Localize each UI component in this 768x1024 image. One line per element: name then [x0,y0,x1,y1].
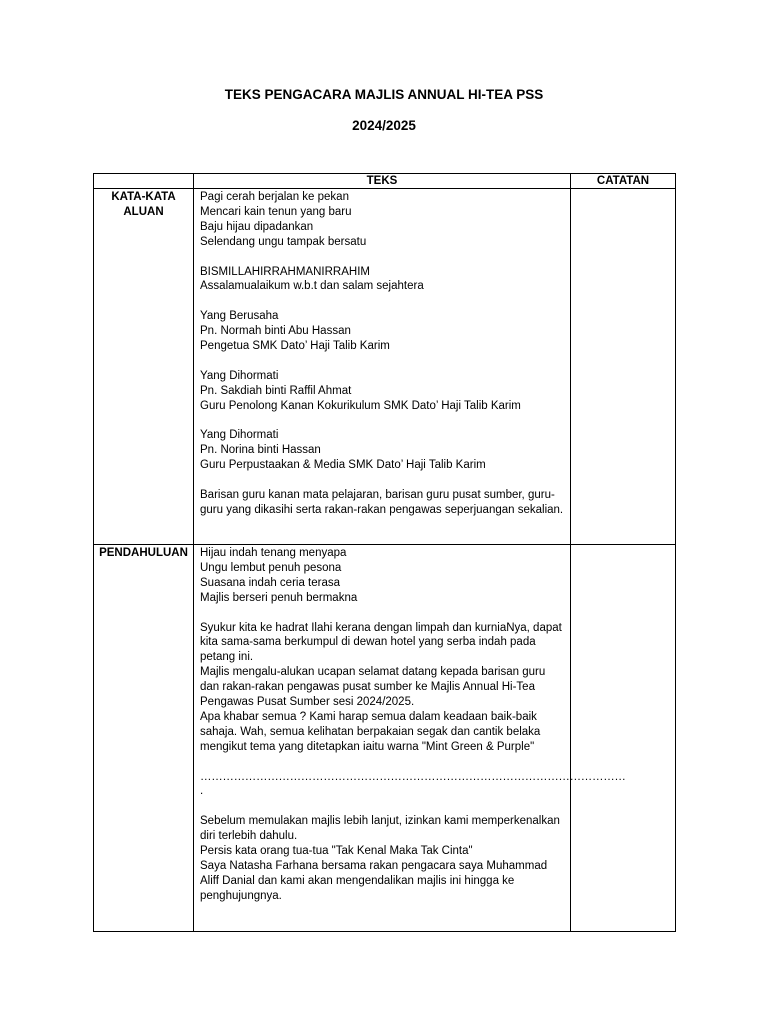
pantun-block [200,190,564,250]
header-catatan: CATATAN [571,174,676,189]
pantun-block [200,546,564,606]
greeting-block [200,265,564,295]
section-label [94,189,194,545]
audience-block [200,488,564,518]
dignitary-block [200,428,564,473]
text-line: Mencari kain tenun yang baru [200,205,352,218]
text-line: Hijau indah tenang menyapa [200,547,347,559]
text-line: Baju hijau dipadankan [200,220,314,233]
text-line: Yang Dihormati [200,429,279,442]
text-line: Guru Penolong Kanan Kokurikulum SMK Dato’ Haji Talib Karim [200,399,521,412]
text-cell [194,545,626,932]
text-paragraph: Apa khabar semua ? Kami harap semua dalam keadaan baik-baik sahaja. Wah, semua kelihatan berpakaian segak dan cantik belaka mengikut tema yang ditetapkan iaitu warna "Mint Green & Purple" [200,710,541,753]
header-section [94,174,194,189]
text-line: Yang Berusaha [200,310,279,323]
table-header-row [94,174,676,189]
text-paragraph: Sebelum memulakan majlis lebih lanjut, izinkan kami memperkenalkan diri terlebih dahulu. [200,815,560,843]
text-line: Pn. Sakdiah binti Raffil Ahmat [200,384,352,397]
text-line: Selendang ungu tampak bersatu [200,235,367,248]
text-cell [194,189,571,545]
text-paragraph: Persis kata orang tua-tua "Tak Kenal Maka Tak Cinta" [200,845,473,858]
intro-block [200,621,564,755]
document-title: TEKS PENGACARA MAJLIS ANNUAL HI-TEA PSS [224,87,544,102]
placeholder-block [200,770,626,800]
table-row [94,189,676,545]
text-line: Guru Perpustaakan & Media SMK Dato’ Haji Talib Karim [200,459,486,472]
document-subtitle-year: 2024/2025 [352,118,416,133]
text-line: Majlis berseri penuh bermakna [200,591,358,604]
section-label: PENDAHULUAN [94,545,194,932]
text-paragraph: Syukur kita ke hadrat Ilahi kerana dengan limpah dan kurniaNya, dapat kita sama-sama berkumpul di dewan hotel yang serba indah pada petang ini. [200,621,562,664]
section-label-text: KATA-KATA ALUAN [111,191,176,218]
text-line: Ungu lembut penuh pesona [200,561,342,574]
header-teks: TEKS [194,174,571,189]
text-line: . [200,785,204,798]
script-table [93,173,676,932]
text-line: Pn. Norina binti Hassan [200,444,321,457]
text-line: Pengetua SMK Dato’ Haji Talib Karim [200,340,390,353]
text-line: Pagi cerah berjalan ke pekan [200,191,349,203]
dignitary-block [200,369,564,414]
text-paragraph: Barisan guru kanan mata pelajaran, barisan guru pusat sumber, guru-guru yang dikasihi serta rakan-rakan pengawas seperjuangan sekalian. [200,489,564,516]
text-line: BISMILLAHIRRAHMANIRRAHIM [200,265,370,278]
dotted-placeholder-line: …………………………………………………………………………………………………… [200,770,626,783]
text-paragraph: Majlis mengalu-alukan ucapan selamat datang kepada barisan guru dan rakan-rakan pengawas pusat sumber ke Majlis Annual Hi-Tea Pengawas Pusat Sumber sesi 2024/2025. [200,666,546,709]
text-paragraph: Saya Natasha Farhana bersama rakan pengacara saya Muhammad Aliff Danial dan kami akan mengendalikan majlis ini hingga ke penghujungnya. [200,859,548,902]
table-row [94,545,676,932]
text-line: Pn. Normah binti Abu Hassan [200,325,351,338]
self-intro-block [200,814,564,903]
notes-cell [571,545,676,932]
notes-cell [571,189,676,545]
text-line: Yang Dihormati [200,369,279,382]
dignitary-block [200,309,564,354]
text-line: Suasana indah ceria terasa [200,576,341,589]
text-line: Assalamualaikum w.b.t dan salam sejahtera [200,280,424,293]
